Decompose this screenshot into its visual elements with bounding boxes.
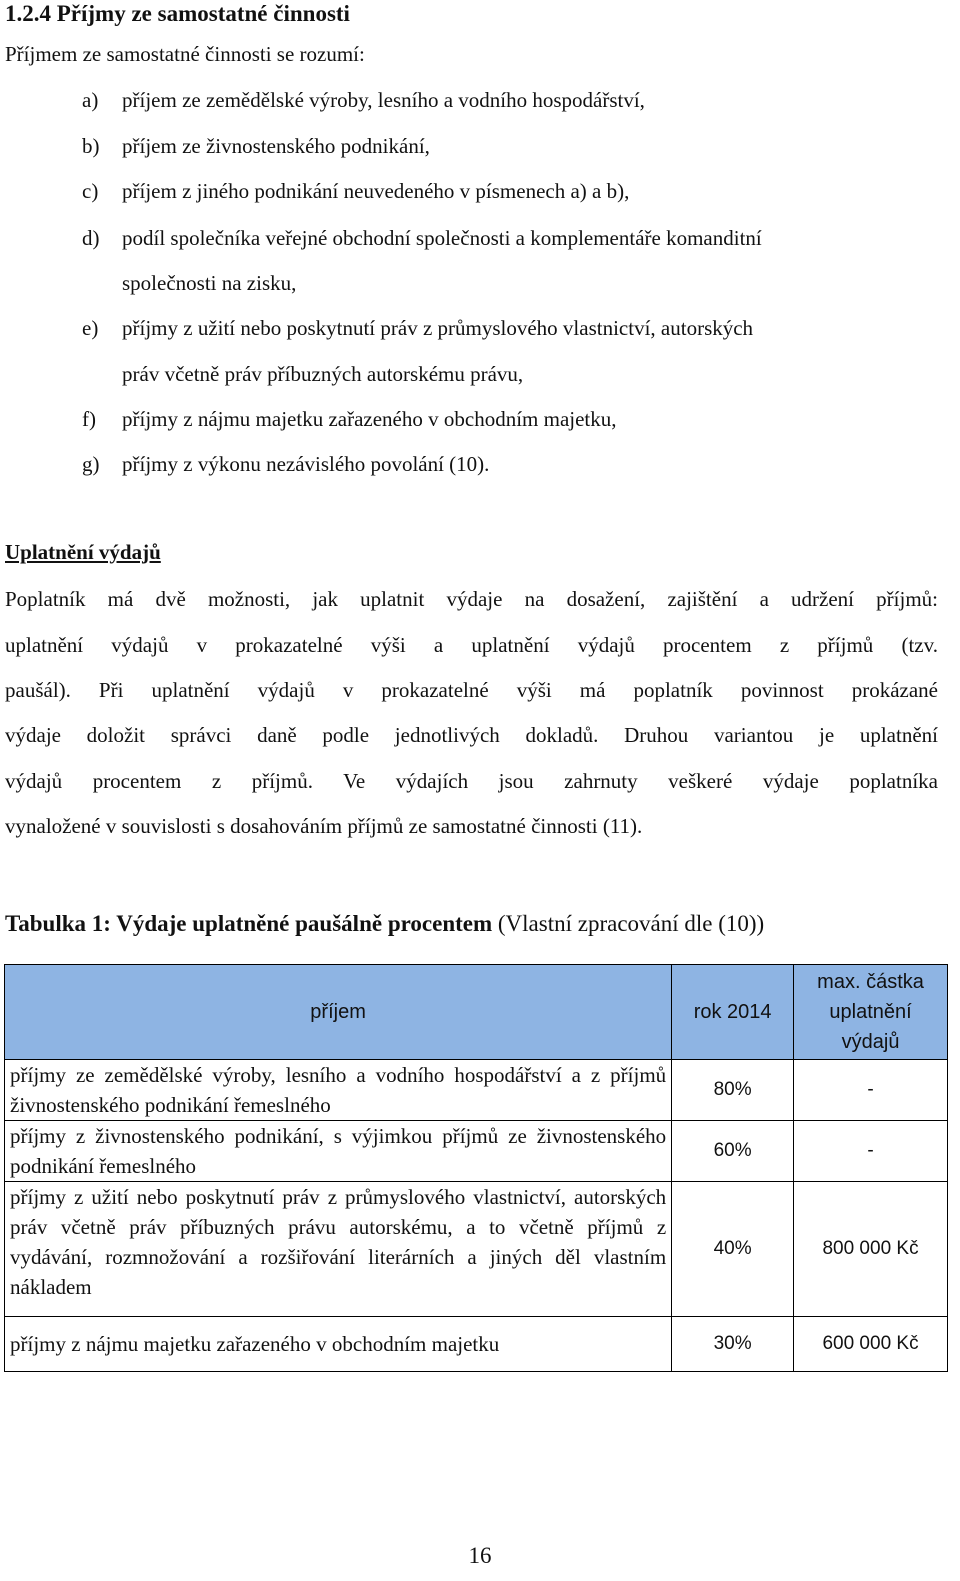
list-text: příjem ze zemědělské výroby, lesního a vodního hospodářství, xyxy=(122,88,645,112)
paragraph-line: výdajů procentem z příjmů. Ve výdajích jsou zahrnuty veškeré výdaje poplatníka xyxy=(5,769,938,793)
list-text-continuation: práv včetně práv příbuzných autorskému právu, xyxy=(122,362,524,386)
list-text: podíl společníka veřejné obchodní společnosti a komplementáře komanditní xyxy=(122,226,762,250)
row-max-amount: - xyxy=(794,1121,948,1182)
list-text-continuation: společnosti na zisku, xyxy=(122,271,297,295)
list-letter: g) xyxy=(82,452,100,476)
header-rok-2014: rok 2014 xyxy=(672,965,794,1060)
list-text: příjmy z užití nebo poskytnutí práv z průmyslového vlastnictví, autorských xyxy=(122,316,754,340)
table-row xyxy=(5,1317,948,1372)
list-item xyxy=(82,314,753,342)
paragraph-line: výdaje doložit správci daně podle jednotlivých dokladů. Druhou variantou je uplatnění xyxy=(5,723,938,747)
list-item xyxy=(82,405,617,433)
list-letter: a) xyxy=(82,88,99,112)
row-percent: 60% xyxy=(672,1121,794,1182)
list-item xyxy=(82,224,762,252)
subheading-uplatneni-vydaju: Uplatnění výdajů xyxy=(5,540,161,564)
row-percent: 80% xyxy=(672,1060,794,1121)
row-desc: příjmy z živnostenského podnikání, s výjimkou příjmů ze živnostenského podnikání řemeslného xyxy=(5,1121,672,1182)
list-letter: b) xyxy=(82,134,100,158)
list-text: příjmy z výkonu nezávislého povolání (10). xyxy=(122,452,490,476)
list-text: příjem z jiného podnikání neuvedeného v písmenech a) a b), xyxy=(122,179,630,203)
list-text: příjmy z nájmu majetku zařazeného v obchodním majetku, xyxy=(122,407,617,431)
section-heading: 1.2.4 Příjmy ze samostatné činnosti xyxy=(5,1,350,26)
row-max-amount: 600 000 Kč xyxy=(794,1317,948,1372)
table-caption xyxy=(5,910,764,938)
table-header-row xyxy=(5,965,948,1060)
list-item xyxy=(82,177,629,205)
table-caption-source: (Vlastní zpracování dle (10)) xyxy=(492,911,765,936)
table-caption-title: Tabulka 1: Výdaje uplatněné paušálně procentem xyxy=(5,911,493,936)
row-desc: příjmy z nájmu majetku zařazeného v obchodním majetku xyxy=(5,1317,672,1372)
row-max-amount: - xyxy=(794,1060,948,1121)
list-item xyxy=(82,132,430,160)
paragraph-line: vynaložené v souvislosti s dosahováním příjmů ze samostatné činnosti (11). xyxy=(5,814,643,838)
row-desc: příjmy z užití nebo poskytnutí práv z průmyslového vlastnictví, autorských práv včetně práv příbuzných právu autorskému, a to včetně příjmů z vydávání, rozmnožování a rozšiřování literárních a jiných děl vlastním nákladem xyxy=(5,1182,672,1317)
intro-text: Příjmem ze samostatné činnosti se rozumí: xyxy=(5,42,365,66)
list-letter: c) xyxy=(82,179,99,203)
list-letter: d) xyxy=(82,226,100,250)
list-item xyxy=(82,86,645,114)
paragraph-line: Poplatník má dvě možnosti, jak uplatnit výdaje na dosažení, zajištění a udržení příjmů: xyxy=(5,587,938,611)
list-text: příjem ze živnostenského podnikání, xyxy=(122,134,430,158)
list-letter: f) xyxy=(82,407,96,431)
expenses-table xyxy=(4,964,948,1372)
page-number: 16 xyxy=(468,1543,492,1568)
table-row xyxy=(5,1182,948,1317)
list-letter: e) xyxy=(82,316,99,340)
row-percent: 30% xyxy=(672,1317,794,1372)
header-max-castka: max. částka uplatnění výdajů xyxy=(794,965,948,1060)
row-desc: příjmy ze zemědělské výroby, lesního a vodního hospodářství a z příjmů živnostenského podnikání řemeslného xyxy=(5,1060,672,1121)
paragraph-line: uplatnění výdajů v prokazatelné výši a uplatnění výdajů procentem z příjmů (tzv. xyxy=(5,633,938,657)
table-row xyxy=(5,1121,948,1182)
table-row xyxy=(5,1060,948,1121)
list-item xyxy=(82,450,489,478)
row-percent: 40% xyxy=(672,1182,794,1317)
row-max-amount: 800 000 Kč xyxy=(794,1182,948,1317)
header-prijem: příjem xyxy=(5,965,672,1060)
paragraph-line: paušál). Při uplatnění výdajů v prokazatelné výši má poplatník povinnost prokázané xyxy=(5,678,938,702)
